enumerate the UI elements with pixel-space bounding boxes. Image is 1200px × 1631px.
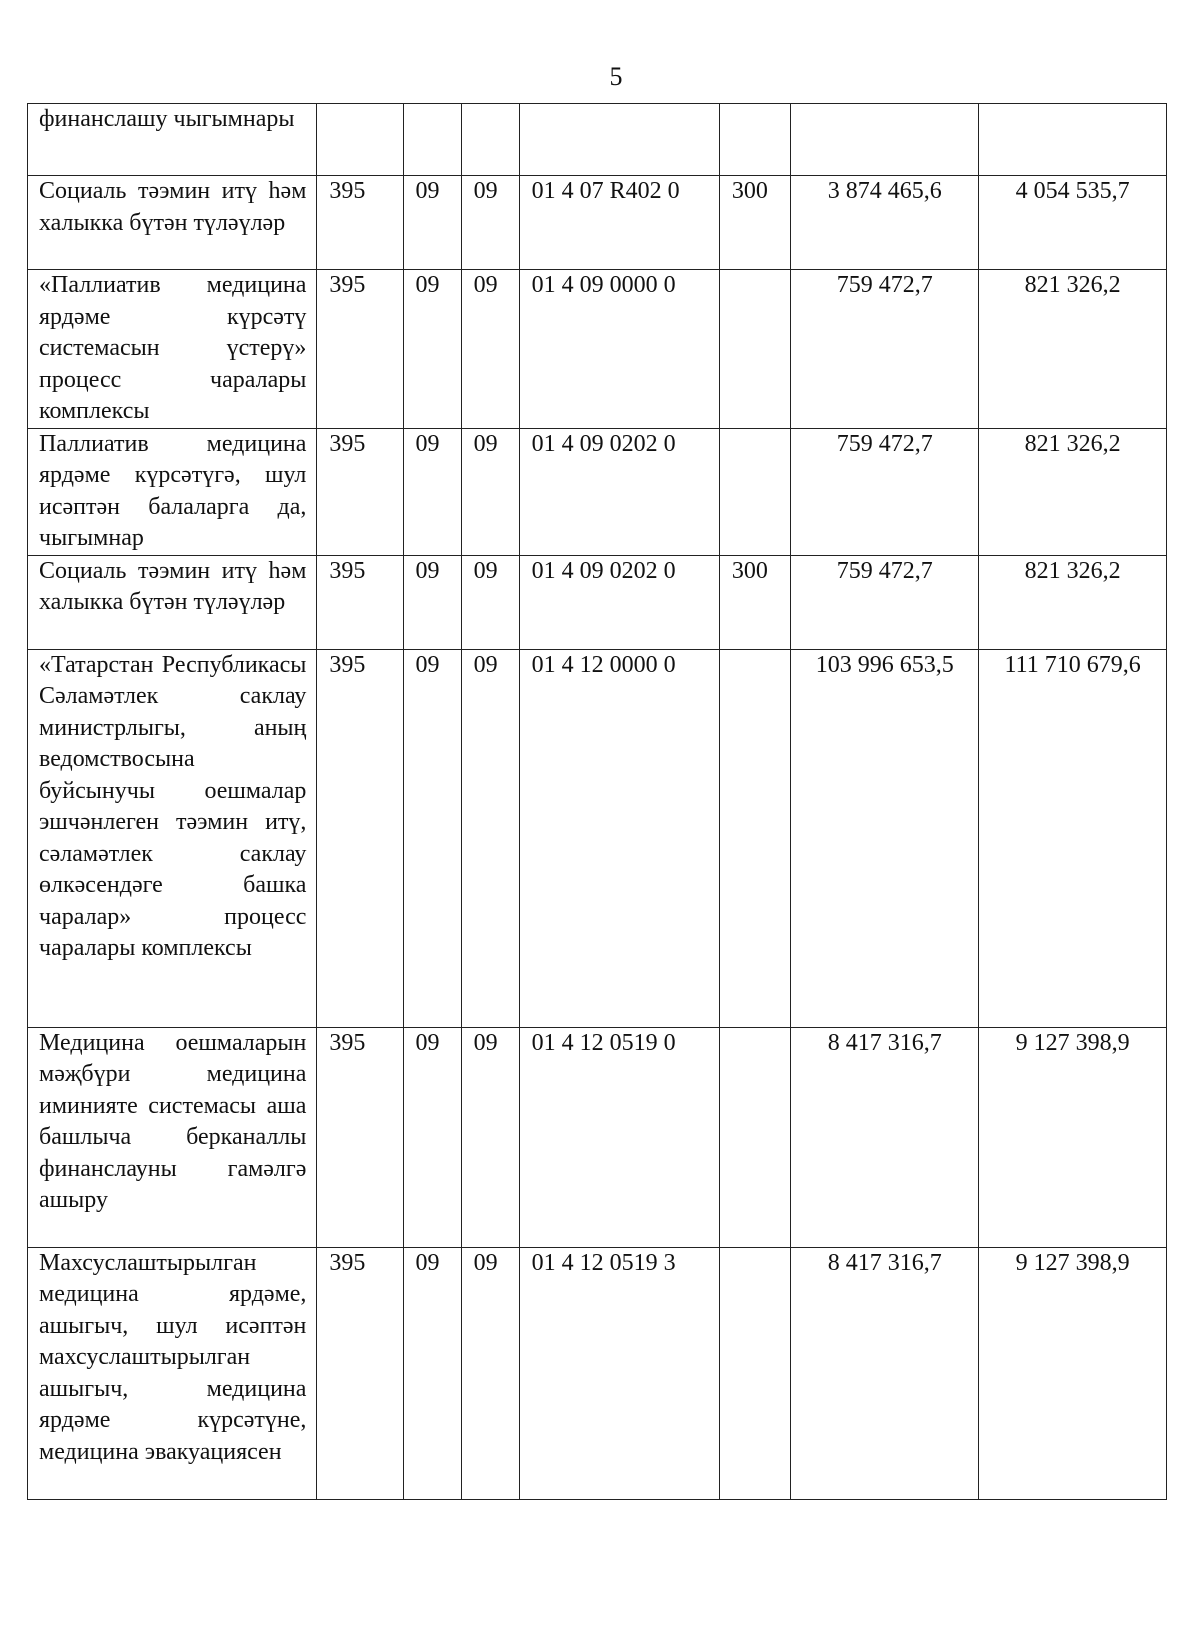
section-cell: 09 xyxy=(403,555,461,649)
sum-1-cell: 8 417 316,7 xyxy=(791,1247,979,1499)
csr-cell: 01 4 07 R402 0 xyxy=(519,176,719,270)
sum-2-cell: 821 326,2 xyxy=(979,270,1167,429)
table-row xyxy=(28,104,1167,176)
table-row xyxy=(28,1027,1167,1247)
sum-2-cell: 9 127 398,9 xyxy=(979,1247,1167,1499)
subsection-cell xyxy=(461,104,519,176)
table-row xyxy=(28,176,1167,270)
sum-1-cell: 759 472,7 xyxy=(791,555,979,649)
table-row xyxy=(28,270,1167,429)
subsection-cell: 09 xyxy=(461,649,519,1027)
sum-2-cell: 111 710 679,6 xyxy=(979,649,1167,1027)
ministry-cell: 395 xyxy=(317,1027,403,1247)
csr-cell: 01 4 09 0202 0 xyxy=(519,428,719,555)
vr-cell: 300 xyxy=(719,176,791,270)
sum-1-cell: 8 417 316,7 xyxy=(791,1027,979,1247)
vr-cell xyxy=(719,1027,791,1247)
csr-cell: 01 4 12 0519 3 xyxy=(519,1247,719,1499)
row-name: Социаль тәэмин итү һәм халыкка бүтән түләүләр xyxy=(39,178,307,236)
row-name-cell xyxy=(28,270,317,429)
sum-1-cell: 759 472,7 xyxy=(791,428,979,555)
sum-2-cell: 821 326,2 xyxy=(979,428,1167,555)
row-name-cell xyxy=(28,649,317,1027)
csr-cell: 01 4 12 0000 0 xyxy=(519,649,719,1027)
sum-2-cell: 4 054 535,7 xyxy=(979,176,1167,270)
sum-2-cell xyxy=(979,104,1167,176)
section-cell: 09 xyxy=(403,176,461,270)
section-cell: 09 xyxy=(403,270,461,429)
row-name-cell xyxy=(28,1027,317,1247)
row-name-cell xyxy=(28,1247,317,1499)
sum-1-cell xyxy=(791,104,979,176)
ministry-cell: 395 xyxy=(317,649,403,1027)
ministry-cell: 395 xyxy=(317,270,403,429)
vr-cell xyxy=(719,104,791,176)
subsection-cell: 09 xyxy=(461,270,519,429)
section-cell xyxy=(403,104,461,176)
row-name: Махсуслаштырылган медицина ярдәме, ашыгыч, шул исәптән махсуслаштырылган ашыгыч, медицина ярдәме күрсәтүне, медицина эвакуациясен xyxy=(39,1249,307,1465)
row-name-cell xyxy=(28,176,317,270)
sum-1-cell: 103 996 653,5 xyxy=(791,649,979,1027)
subsection-cell: 09 xyxy=(461,555,519,649)
csr-cell: 01 4 12 0519 0 xyxy=(519,1027,719,1247)
row-name: «Паллиатив медицина ярдәме күрсәтү системасын үстерү» процесс чаралары комплексы xyxy=(39,272,307,424)
vr-cell xyxy=(719,649,791,1027)
subsection-cell: 09 xyxy=(461,428,519,555)
vr-cell xyxy=(719,1247,791,1499)
row-name-cell xyxy=(28,555,317,649)
sum-2-cell: 9 127 398,9 xyxy=(979,1027,1167,1247)
ministry-cell: 395 xyxy=(317,555,403,649)
section-cell: 09 xyxy=(403,1027,461,1247)
vr-cell xyxy=(719,270,791,429)
row-name-cell xyxy=(28,428,317,555)
table-row xyxy=(28,555,1167,649)
subsection-cell: 09 xyxy=(461,1027,519,1247)
row-name-cell xyxy=(28,104,317,176)
ministry-cell xyxy=(317,104,403,176)
budget-table xyxy=(27,103,1167,1500)
subsection-cell: 09 xyxy=(461,176,519,270)
csr-cell: 01 4 09 0202 0 xyxy=(519,555,719,649)
ministry-cell: 395 xyxy=(317,176,403,270)
sum-2-cell: 821 326,2 xyxy=(979,555,1167,649)
subsection-cell: 09 xyxy=(461,1247,519,1499)
section-cell: 09 xyxy=(403,649,461,1027)
row-name: финанслашу чыгымнары xyxy=(39,106,295,132)
row-name: Медицина оешмаларын мәҗбүри медицина иминияте системасы аша башлыча берканаллы финанслауны гамәлгә ашыру xyxy=(39,1029,307,1213)
table-row xyxy=(28,1247,1167,1499)
vr-cell: 300 xyxy=(719,555,791,649)
row-name: «Татарстан Республикасы Сәламәтлек саклау министрлыгы, аның ведомствосына буйсынучы оешмалар эшчәнлеген тәэмин итү, сәламәтлек саклау өлкәсендәге башка чаралар» процесс чаралары комплексы xyxy=(39,651,307,961)
section-cell: 09 xyxy=(403,428,461,555)
row-name: Социаль тәэмин итү һәм халыкка бүтән түләүләр xyxy=(39,557,307,615)
section-cell: 09 xyxy=(403,1247,461,1499)
page-number: 5 xyxy=(609,62,623,91)
row-name: Паллиатив медицина ярдәме күрсәтүгә, шул исәптән балаларга да, чыгымнар xyxy=(39,430,307,551)
ministry-cell: 395 xyxy=(317,428,403,555)
csr-cell xyxy=(519,104,719,176)
table-row xyxy=(28,428,1167,555)
ministry-cell: 395 xyxy=(317,1247,403,1499)
vr-cell xyxy=(719,428,791,555)
csr-cell: 01 4 09 0000 0 xyxy=(519,270,719,429)
sum-1-cell: 759 472,7 xyxy=(791,270,979,429)
table-row xyxy=(28,649,1167,1027)
sum-1-cell: 3 874 465,6 xyxy=(791,176,979,270)
